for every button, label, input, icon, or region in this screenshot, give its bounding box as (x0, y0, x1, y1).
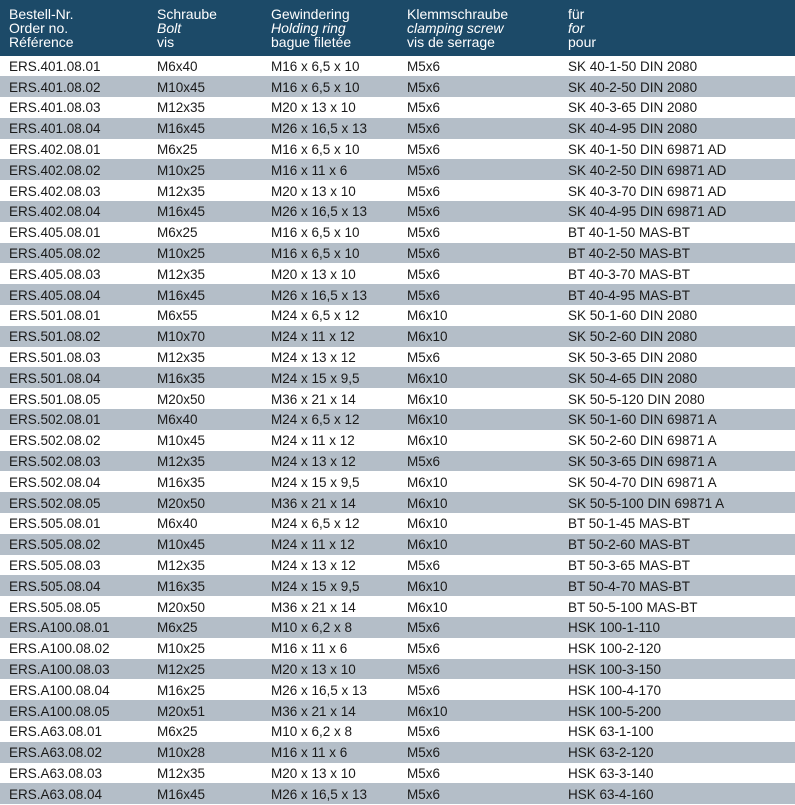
order-no-cell: ERS.505.08.04 (0, 576, 148, 597)
bolt-cell: M20x51 (148, 701, 262, 722)
holding-ring-cell: M36 x 21 x 14 (262, 389, 398, 410)
clamping-screw-cell: M6x10 (398, 410, 559, 431)
header-label-de: Klemmschraube (407, 6, 509, 22)
table-row (0, 389, 795, 410)
header-label-fr: vis de serrage (407, 34, 495, 50)
bolt-cell: M10x45 (148, 430, 262, 451)
order-no-cell: ERS.402.08.02 (0, 160, 148, 181)
holding-ring-cell: M24 x 13 x 12 (262, 347, 398, 368)
clamping-screw-cell: M5x6 (398, 56, 559, 77)
holding-ring-cell: M24 x 13 x 12 (262, 451, 398, 472)
table-body (0, 56, 795, 805)
clamping-screw-cell: M6x10 (398, 597, 559, 618)
holding-ring-cell: M24 x 13 x 12 (262, 555, 398, 576)
holding-ring-cell: M10 x 6,2 x 8 (262, 722, 398, 743)
order-no-cell: ERS.A100.08.01 (0, 618, 148, 639)
table-row (0, 451, 795, 472)
clamping-screw-cell: M6x10 (398, 389, 559, 410)
header-clamping-screw (398, 0, 559, 56)
bolt-cell: M10x25 (148, 160, 262, 181)
bolt-cell: M6x40 (148, 410, 262, 431)
for-cell: SK 50-1-60 DIN 2080 (559, 306, 795, 327)
clamping-screw-cell: M6x10 (398, 326, 559, 347)
bolt-cell: M12x35 (148, 763, 262, 784)
table-row (0, 493, 795, 514)
bolt-cell: M16x35 (148, 472, 262, 493)
holding-ring-cell: M24 x 11 x 12 (262, 430, 398, 451)
bolt-cell: M10x25 (148, 243, 262, 264)
clamping-screw-cell: M6x10 (398, 514, 559, 535)
table-row (0, 181, 795, 202)
for-cell: HSK 100-3-150 (559, 659, 795, 680)
for-cell: SK 50-4-70 DIN 69871 A (559, 472, 795, 493)
holding-ring-cell: M24 x 11 x 12 (262, 534, 398, 555)
table-row (0, 77, 795, 98)
bolt-cell: M16x35 (148, 576, 262, 597)
holding-ring-cell: M36 x 21 x 14 (262, 493, 398, 514)
holding-ring-cell: M16 x 6,5 x 10 (262, 77, 398, 98)
bolt-cell: M6x25 (148, 618, 262, 639)
bolt-cell: M10x28 (148, 742, 262, 763)
header-bolt (148, 0, 262, 56)
bolt-cell: M20x50 (148, 389, 262, 410)
for-cell: BT 50-3-65 MAS-BT (559, 555, 795, 576)
header-order-no (0, 0, 148, 56)
order-no-cell: ERS.501.08.04 (0, 368, 148, 389)
order-no-cell: ERS.505.08.01 (0, 514, 148, 535)
bolt-cell: M10x45 (148, 77, 262, 98)
bolt-cell: M12x25 (148, 659, 262, 680)
for-cell: BT 50-5-100 MAS-BT (559, 597, 795, 618)
holding-ring-cell: M24 x 6,5 x 12 (262, 306, 398, 327)
for-cell: HSK 100-4-170 (559, 680, 795, 701)
bolt-cell: M12x35 (148, 98, 262, 119)
table-row (0, 410, 795, 431)
holding-ring-cell: M26 x 16,5 x 13 (262, 285, 398, 306)
order-no-cell: ERS.A100.08.03 (0, 659, 148, 680)
order-no-cell: ERS.A63.08.03 (0, 763, 148, 784)
header-row (0, 0, 795, 56)
holding-ring-cell: M16 x 6,5 x 10 (262, 139, 398, 160)
holding-ring-cell: M10 x 6,2 x 8 (262, 618, 398, 639)
bolt-cell: M16x25 (148, 680, 262, 701)
clamping-screw-cell: M5x6 (398, 555, 559, 576)
order-no-cell: ERS.402.08.03 (0, 181, 148, 202)
bolt-cell: M6x25 (148, 722, 262, 743)
table-row (0, 742, 795, 763)
header-label-fr: pour (568, 34, 597, 50)
clamping-screw-cell: M5x6 (398, 763, 559, 784)
order-no-cell: ERS.505.08.03 (0, 555, 148, 576)
holding-ring-cell: M20 x 13 x 10 (262, 98, 398, 119)
order-no-cell: ERS.501.08.02 (0, 326, 148, 347)
clamping-screw-cell: M6x10 (398, 472, 559, 493)
clamping-screw-cell: M5x6 (398, 285, 559, 306)
holding-ring-cell: M16 x 6,5 x 10 (262, 56, 398, 77)
for-cell: SK 40-2-50 DIN 69871 AD (559, 160, 795, 181)
holding-ring-cell: M26 x 16,5 x 13 (262, 202, 398, 223)
order-no-cell: ERS.502.08.03 (0, 451, 148, 472)
for-cell: HSK 100-1-110 (559, 618, 795, 639)
holding-ring-cell: M24 x 6,5 x 12 (262, 514, 398, 535)
table-row (0, 285, 795, 306)
bolt-cell: M6x25 (148, 222, 262, 243)
table-row (0, 326, 795, 347)
header-for (559, 0, 795, 56)
for-cell: SK 40-3-65 DIN 2080 (559, 98, 795, 119)
holding-ring-cell: M16 x 11 x 6 (262, 742, 398, 763)
order-no-cell: ERS.401.08.03 (0, 98, 148, 119)
clamping-screw-cell: M5x6 (398, 784, 559, 805)
holding-ring-cell: M26 x 16,5 x 13 (262, 118, 398, 139)
clamping-screw-cell: M5x6 (398, 181, 559, 202)
bolt-cell: M6x40 (148, 56, 262, 77)
order-no-cell: ERS.502.08.04 (0, 472, 148, 493)
table-row (0, 659, 795, 680)
bolt-cell: M16x45 (148, 285, 262, 306)
order-no-cell: ERS.405.08.02 (0, 243, 148, 264)
clamping-screw-cell: M6x10 (398, 576, 559, 597)
clamping-screw-cell: M5x6 (398, 638, 559, 659)
clamping-screw-cell: M6x10 (398, 493, 559, 514)
clamping-screw-cell: M5x6 (398, 742, 559, 763)
bolt-cell: M16x45 (148, 118, 262, 139)
table-row (0, 701, 795, 722)
holding-ring-cell: M20 x 13 x 10 (262, 264, 398, 285)
holding-ring-cell: M16 x 6,5 x 10 (262, 222, 398, 243)
holding-ring-cell: M16 x 11 x 6 (262, 638, 398, 659)
clamping-screw-cell: M6x10 (398, 534, 559, 555)
header-label-en: Holding ring (271, 20, 346, 36)
header-label-fr: Référence (9, 34, 74, 50)
bolt-cell: M12x35 (148, 347, 262, 368)
holding-ring-cell: M24 x 11 x 12 (262, 326, 398, 347)
clamping-screw-cell: M5x6 (398, 347, 559, 368)
for-cell: SK 50-3-65 DIN 2080 (559, 347, 795, 368)
for-cell: SK 50-4-65 DIN 2080 (559, 368, 795, 389)
header-label-en: Bolt (157, 20, 182, 36)
clamping-screw-cell: M6x10 (398, 306, 559, 327)
clamping-screw-cell: M5x6 (398, 618, 559, 639)
bolt-cell: M10x70 (148, 326, 262, 347)
clamping-screw-cell: M5x6 (398, 680, 559, 701)
for-cell: SK 50-3-65 DIN 69871 A (559, 451, 795, 472)
clamping-screw-cell: M5x6 (398, 222, 559, 243)
table-row (0, 638, 795, 659)
order-no-cell: ERS.405.08.01 (0, 222, 148, 243)
for-cell: HSK 63-3-140 (559, 763, 795, 784)
header-label-de: Bestell-Nr. (9, 6, 74, 22)
table-row (0, 368, 795, 389)
clamping-screw-cell: M5x6 (398, 202, 559, 223)
table-row (0, 534, 795, 555)
order-no-cell: ERS.502.08.05 (0, 493, 148, 514)
order-no-cell: ERS.505.08.05 (0, 597, 148, 618)
clamping-screw-cell: M5x6 (398, 139, 559, 160)
clamping-screw-cell: M5x6 (398, 659, 559, 680)
table-row (0, 680, 795, 701)
header-holding-ring (262, 0, 398, 56)
for-cell: SK 50-5-100 DIN 69871 A (559, 493, 795, 514)
bolt-cell: M20x50 (148, 597, 262, 618)
for-cell: HSK 63-1-100 (559, 722, 795, 743)
for-cell: SK 50-1-60 DIN 69871 A (559, 410, 795, 431)
bolt-cell: M16x35 (148, 368, 262, 389)
header-label-en: clamping screw (407, 20, 504, 36)
for-cell: HSK 100-2-120 (559, 638, 795, 659)
order-no-cell: ERS.A63.08.02 (0, 742, 148, 763)
header-label-fr: vis (157, 34, 175, 50)
holding-ring-cell: M36 x 21 x 14 (262, 701, 398, 722)
order-no-cell: ERS.401.08.02 (0, 77, 148, 98)
table-row (0, 118, 795, 139)
order-no-cell: ERS.505.08.02 (0, 534, 148, 555)
holding-ring-cell: M20 x 13 x 10 (262, 659, 398, 680)
clamping-screw-cell: M5x6 (398, 243, 559, 264)
order-no-cell: ERS.501.08.03 (0, 347, 148, 368)
clamping-screw-cell: M6x10 (398, 430, 559, 451)
for-cell: HSK 100-5-200 (559, 701, 795, 722)
table-row (0, 618, 795, 639)
table-row (0, 243, 795, 264)
holding-ring-cell: M16 x 6,5 x 10 (262, 243, 398, 264)
clamping-screw-cell: M5x6 (398, 264, 559, 285)
order-no-cell: ERS.502.08.02 (0, 430, 148, 451)
order-no-cell: ERS.402.08.04 (0, 202, 148, 223)
for-cell: BT 50-2-60 MAS-BT (559, 534, 795, 555)
table-row (0, 347, 795, 368)
for-cell: BT 40-4-95 MAS-BT (559, 285, 795, 306)
order-no-cell: ERS.A63.08.01 (0, 722, 148, 743)
table-row (0, 306, 795, 327)
order-no-cell: ERS.401.08.01 (0, 56, 148, 77)
holding-ring-cell: M20 x 13 x 10 (262, 763, 398, 784)
header-label-de: für (568, 6, 585, 22)
holding-ring-cell: M36 x 21 x 14 (262, 597, 398, 618)
bolt-cell: M16x45 (148, 784, 262, 805)
table-row (0, 597, 795, 618)
for-cell: BT 40-2-50 MAS-BT (559, 243, 795, 264)
clamping-screw-cell: M5x6 (398, 118, 559, 139)
for-cell: SK 40-3-70 DIN 69871 AD (559, 181, 795, 202)
clamping-screw-cell: M5x6 (398, 77, 559, 98)
header-label-en: Order no. (9, 20, 69, 36)
table-row (0, 576, 795, 597)
for-cell: SK 50-5-120 DIN 2080 (559, 389, 795, 410)
order-no-cell: ERS.501.08.01 (0, 306, 148, 327)
bolt-cell: M12x35 (148, 451, 262, 472)
for-cell: HSK 63-2-120 (559, 742, 795, 763)
order-no-cell: ERS.405.08.04 (0, 285, 148, 306)
header-label-en: for (568, 20, 585, 36)
holding-ring-cell: M26 x 16,5 x 13 (262, 680, 398, 701)
holding-ring-cell: M24 x 15 x 9,5 (262, 576, 398, 597)
clamping-screw-cell: M5x6 (398, 160, 559, 181)
order-no-cell: ERS.A100.08.02 (0, 638, 148, 659)
table-row (0, 784, 795, 805)
clamping-screw-cell: M6x10 (398, 701, 559, 722)
table-row (0, 763, 795, 784)
header-label-de: Gewindering (271, 6, 350, 22)
order-no-cell: ERS.402.08.01 (0, 139, 148, 160)
for-cell: BT 50-1-45 MAS-BT (559, 514, 795, 535)
table-row (0, 202, 795, 223)
for-cell: BT 50-4-70 MAS-BT (559, 576, 795, 597)
holding-ring-cell: M24 x 15 x 9,5 (262, 472, 398, 493)
bolt-cell: M12x35 (148, 264, 262, 285)
for-cell: SK 50-2-60 DIN 69871 A (559, 430, 795, 451)
for-cell: SK 40-4-95 DIN 2080 (559, 118, 795, 139)
header-label-fr: bague filetée (271, 34, 352, 50)
holding-ring-cell: M20 x 13 x 10 (262, 181, 398, 202)
for-cell: BT 40-1-50 MAS-BT (559, 222, 795, 243)
clamping-screw-cell: M5x6 (398, 722, 559, 743)
order-no-cell: ERS.502.08.01 (0, 410, 148, 431)
bolt-cell: M12x35 (148, 555, 262, 576)
for-cell: SK 40-1-50 DIN 2080 (559, 56, 795, 77)
for-cell: SK 40-4-95 DIN 69871 AD (559, 202, 795, 223)
bolt-cell: M6x25 (148, 139, 262, 160)
holding-ring-cell: M24 x 6,5 x 12 (262, 410, 398, 431)
bolt-cell: M20x50 (148, 493, 262, 514)
bolt-cell: M12x35 (148, 181, 262, 202)
for-cell: SK 50-2-60 DIN 2080 (559, 326, 795, 347)
order-no-cell: ERS.401.08.04 (0, 118, 148, 139)
table-row (0, 430, 795, 451)
clamping-screw-cell: M5x6 (398, 451, 559, 472)
table-row (0, 514, 795, 535)
clamping-screw-cell: M5x6 (398, 98, 559, 119)
for-cell: HSK 63-4-160 (559, 784, 795, 805)
table-row (0, 472, 795, 493)
bolt-cell: M6x55 (148, 306, 262, 327)
bolt-cell: M6x40 (148, 514, 262, 535)
table-row (0, 56, 795, 77)
for-cell: BT 40-3-70 MAS-BT (559, 264, 795, 285)
for-cell: SK 40-2-50 DIN 2080 (559, 77, 795, 98)
order-no-cell: ERS.405.08.03 (0, 264, 148, 285)
order-no-cell: ERS.A100.08.05 (0, 701, 148, 722)
for-cell: SK 40-1-50 DIN 69871 AD (559, 139, 795, 160)
holding-ring-cell: M16 x 11 x 6 (262, 160, 398, 181)
table-row (0, 555, 795, 576)
holding-ring-cell: M24 x 15 x 9,5 (262, 368, 398, 389)
bolt-cell: M10x25 (148, 638, 262, 659)
table-row (0, 722, 795, 743)
bolt-cell: M16x45 (148, 202, 262, 223)
bolt-cell: M10x45 (148, 534, 262, 555)
table-row (0, 98, 795, 119)
table-row (0, 222, 795, 243)
table-row (0, 264, 795, 285)
holding-ring-cell: M26 x 16,5 x 13 (262, 784, 398, 805)
order-no-cell: ERS.A100.08.04 (0, 680, 148, 701)
table-row (0, 160, 795, 181)
header-label-de: Schraube (157, 6, 217, 22)
order-no-cell: ERS.501.08.05 (0, 389, 148, 410)
table-row (0, 139, 795, 160)
table-header (0, 0, 795, 56)
order-no-cell: ERS.A63.08.04 (0, 784, 148, 805)
clamping-screw-cell: M6x10 (398, 368, 559, 389)
